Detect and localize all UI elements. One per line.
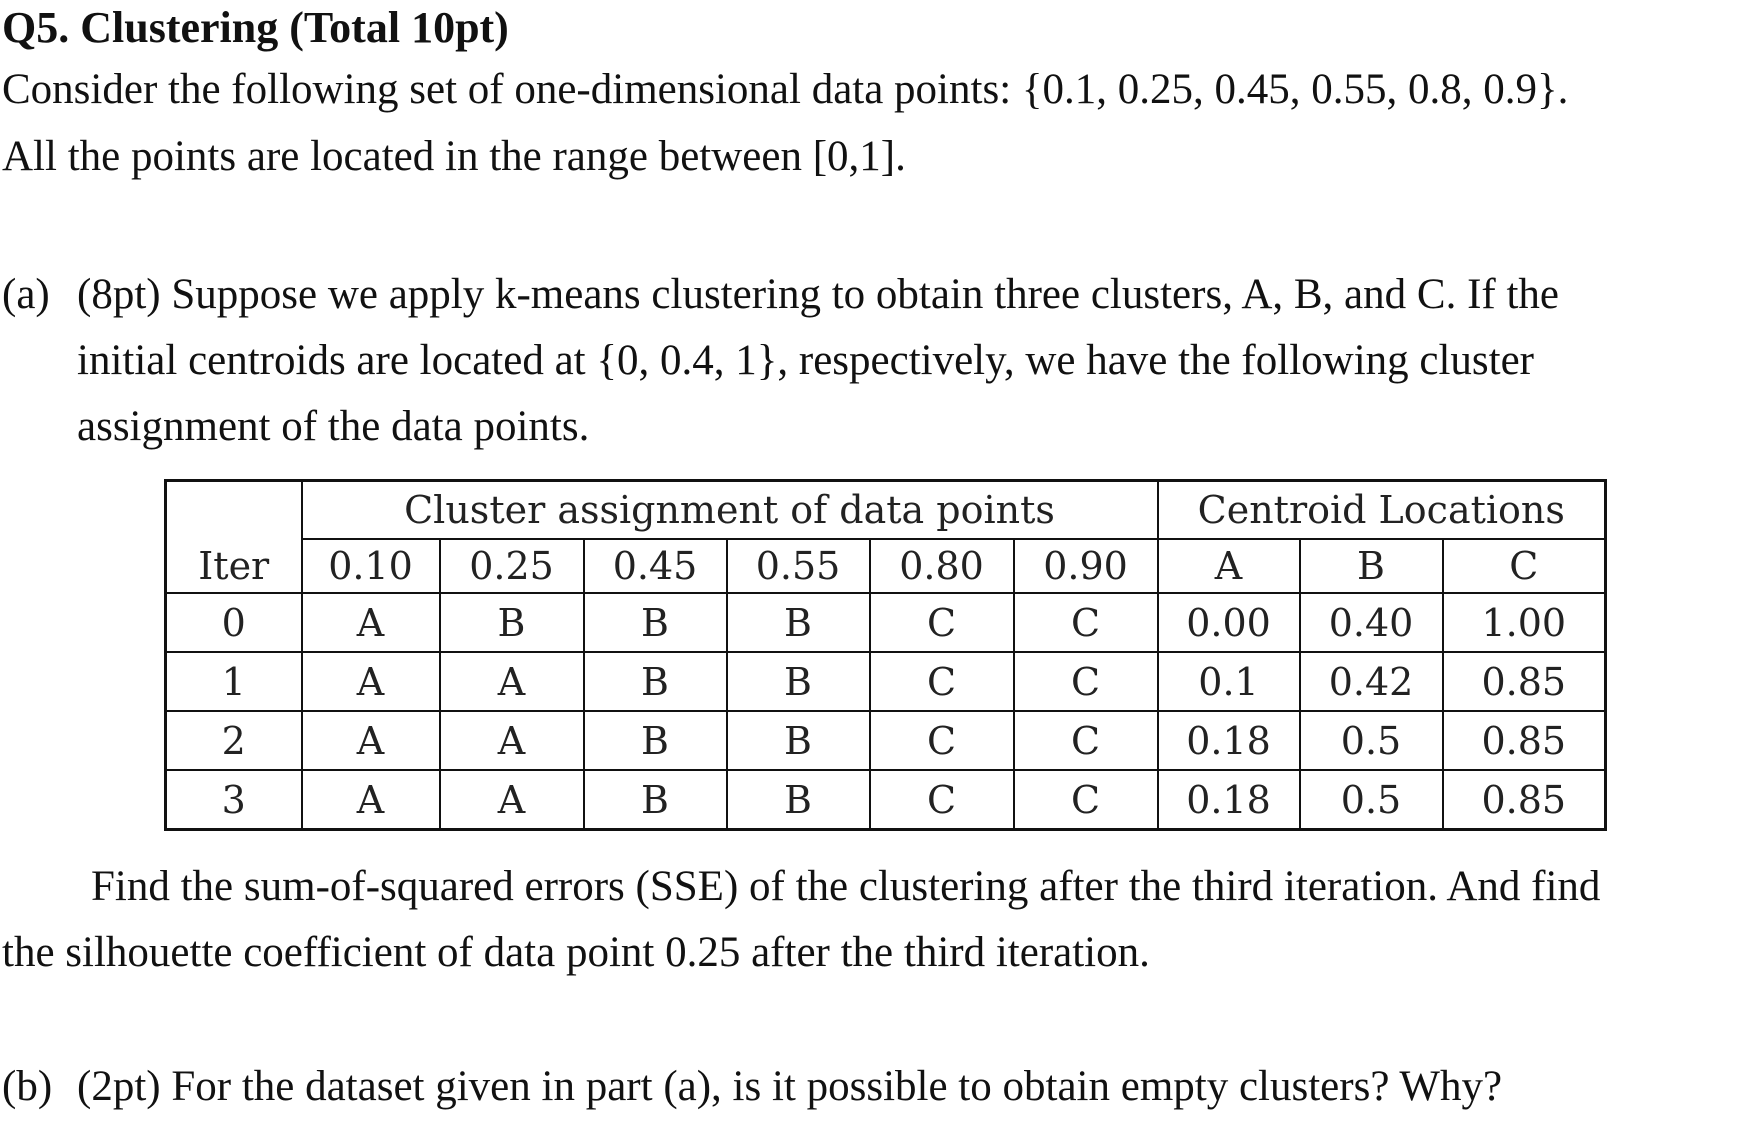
- centroid-cell: 0.5: [1300, 711, 1443, 770]
- assignment-cell: B: [440, 593, 584, 652]
- assignment-cell: A: [302, 593, 440, 652]
- cluster-table: [164, 479, 1607, 831]
- part-b-line: (2pt) For the dataset given in part (a), is it possible to obtain empty clusters? Why?: [77, 1063, 1503, 1110]
- assignment-cell: C: [870, 652, 1014, 711]
- assignment-cell: A: [440, 652, 584, 711]
- assignment-cell: C: [1014, 652, 1158, 711]
- assignment-cell: A: [302, 770, 440, 830]
- assignment-cell: B: [727, 770, 870, 830]
- point-header: 0.55: [727, 539, 870, 593]
- assignment-cell: B: [727, 593, 870, 652]
- assignment-cell: A: [440, 711, 584, 770]
- centroid-cell: 0.18: [1158, 711, 1300, 770]
- table-row: [166, 593, 1606, 652]
- table-row: [166, 652, 1606, 711]
- centroid-cell: 0.85: [1443, 652, 1606, 711]
- assignment-cell: B: [727, 652, 870, 711]
- centroid-header: C: [1443, 539, 1606, 593]
- part-a-line-1: (8pt) Suppose we apply k-means clustering to obtain three clusters, A, B, and C. If the: [77, 271, 1559, 318]
- iter-cell: 1: [166, 652, 302, 711]
- assignment-cell: C: [870, 770, 1014, 830]
- table-corner-cell: [166, 481, 302, 540]
- centroid-cell: 0.85: [1443, 711, 1606, 770]
- assignment-cell: C: [1014, 593, 1158, 652]
- point-header: 0.10: [302, 539, 440, 593]
- assignment-cell: B: [584, 652, 727, 711]
- centroid-cell: 1.00: [1443, 593, 1606, 652]
- centroid-cell: 0.40: [1300, 593, 1443, 652]
- assignment-group-header: Cluster assignment of data points: [302, 481, 1158, 540]
- part-a-question-line-1: Find the sum-of-squared errors (SSE) of the clustering after the third iteration. And find: [91, 863, 1601, 910]
- intro-line-1: Consider the following set of one-dimensional data points: {0.1, 0.25, 0.45, 0.55, 0.8, 0.9}.: [2, 66, 1569, 113]
- intro-line-2: All the points are located in the range between [0,1].: [2, 133, 906, 180]
- point-header: 0.45: [584, 539, 727, 593]
- centroid-header: B: [1300, 539, 1443, 593]
- table-row: [166, 711, 1606, 770]
- centroid-cell: 0.85: [1443, 770, 1606, 830]
- table-row: [166, 770, 1606, 830]
- point-header: 0.25: [440, 539, 584, 593]
- part-b-label: (b): [2, 1063, 53, 1110]
- question-title: Q5. Clustering (Total 10pt): [2, 3, 509, 52]
- centroid-cell: 0.5: [1300, 770, 1443, 830]
- part-a-line-2: initial centroids are located at {0, 0.4, 1}, respectively, we have the following cluster: [77, 337, 1535, 384]
- part-a-question-line-2: the silhouette coefficient of data point 0.25 after the third iteration.: [2, 929, 1150, 976]
- assignment-cell: C: [870, 711, 1014, 770]
- assignment-cell: B: [727, 711, 870, 770]
- iter-cell: 3: [166, 770, 302, 830]
- assignment-cell: B: [584, 770, 727, 830]
- centroid-header: A: [1158, 539, 1300, 593]
- part-a-line-3: assignment of the data points.: [77, 403, 590, 450]
- assignment-cell: C: [1014, 770, 1158, 830]
- iter-cell: 0: [166, 593, 302, 652]
- point-header: 0.90: [1014, 539, 1158, 593]
- assignment-cell: C: [870, 593, 1014, 652]
- centroid-group-header: Centroid Locations: [1158, 481, 1606, 540]
- assignment-cell: C: [1014, 711, 1158, 770]
- iter-header: Iter: [166, 539, 302, 593]
- centroid-cell: 0.1: [1158, 652, 1300, 711]
- assignment-cell: A: [302, 652, 440, 711]
- assignment-cell: B: [584, 593, 727, 652]
- assignment-cell: B: [584, 711, 727, 770]
- iter-cell: 2: [166, 711, 302, 770]
- assignment-cell: A: [440, 770, 584, 830]
- point-header: 0.80: [870, 539, 1014, 593]
- centroid-cell: 0.42: [1300, 652, 1443, 711]
- assignment-cell: A: [302, 711, 440, 770]
- centroid-cell: 0.18: [1158, 770, 1300, 830]
- centroid-cell: 0.00: [1158, 593, 1300, 652]
- part-a-label: (a): [2, 271, 50, 318]
